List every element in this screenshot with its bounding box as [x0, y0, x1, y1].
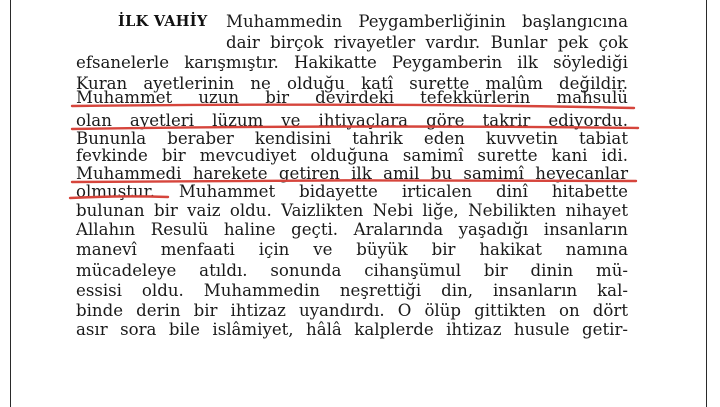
right-border: [706, 0, 707, 407]
text-line: Kuran ayetlerinin ne olduğu katî surette malûm değildir.: [76, 74, 628, 93]
text-line: dair birçok rivayetler vardır. Bunlar pek çok: [226, 33, 628, 52]
text-line: binde derin bir ihtizaz uyandırdı. O ölüp gittikten on dört: [76, 301, 628, 320]
text-line: Allahın Resulü haline geçti. Aralarında yaşadığı insanların: [76, 220, 628, 239]
text-line: Muhammedin Peygamberliğinin başlangıcına: [226, 12, 628, 31]
text-line: olmuştur. Muhammet bidayette irticalen dinî hitabette: [76, 182, 628, 201]
section-heading: İLK VAHİY: [118, 13, 208, 30]
text-line: Muhammedi harekete getiren ilk amil bu samimî heyecanlar: [76, 164, 628, 183]
text-line: asır sora bile islâmiyet, hâlâ kalplerde ihtizaz husule getir-: [76, 320, 628, 339]
text-line: essisi oldu. Muhammedin neşrettiği din, insanların kal-: [76, 281, 628, 300]
text-line: mücadeleye atıldı. sonunda cihanşümul bir dinin mü-: [76, 261, 628, 280]
text-line: manevî menfaati için ve büyük bir hakikat namına: [76, 240, 628, 259]
text-line: fevkinde bir mevcudiyet olduğuna samimî surette kani idi.: [76, 146, 628, 165]
text-line: olan ayetleri lüzum ve ihtiyaçlara göre takrir ediyordu.: [76, 111, 628, 130]
left-border: [10, 0, 11, 407]
text-line: efsanelerle karışmıştır. Hakikatte Peygamberin ilk söylediği: [76, 53, 628, 72]
text-line: Muhammet uzun bir devirdeki tefekkürlerin mahsulü: [76, 88, 628, 107]
text-line: Bununla beraber kendisini tahrik eden kuvvetin tabiat: [76, 129, 628, 148]
text-line: bulunan bir vaiz oldu. Vaizlikten Nebi liğe, Nebilikten nihayet: [76, 201, 628, 220]
